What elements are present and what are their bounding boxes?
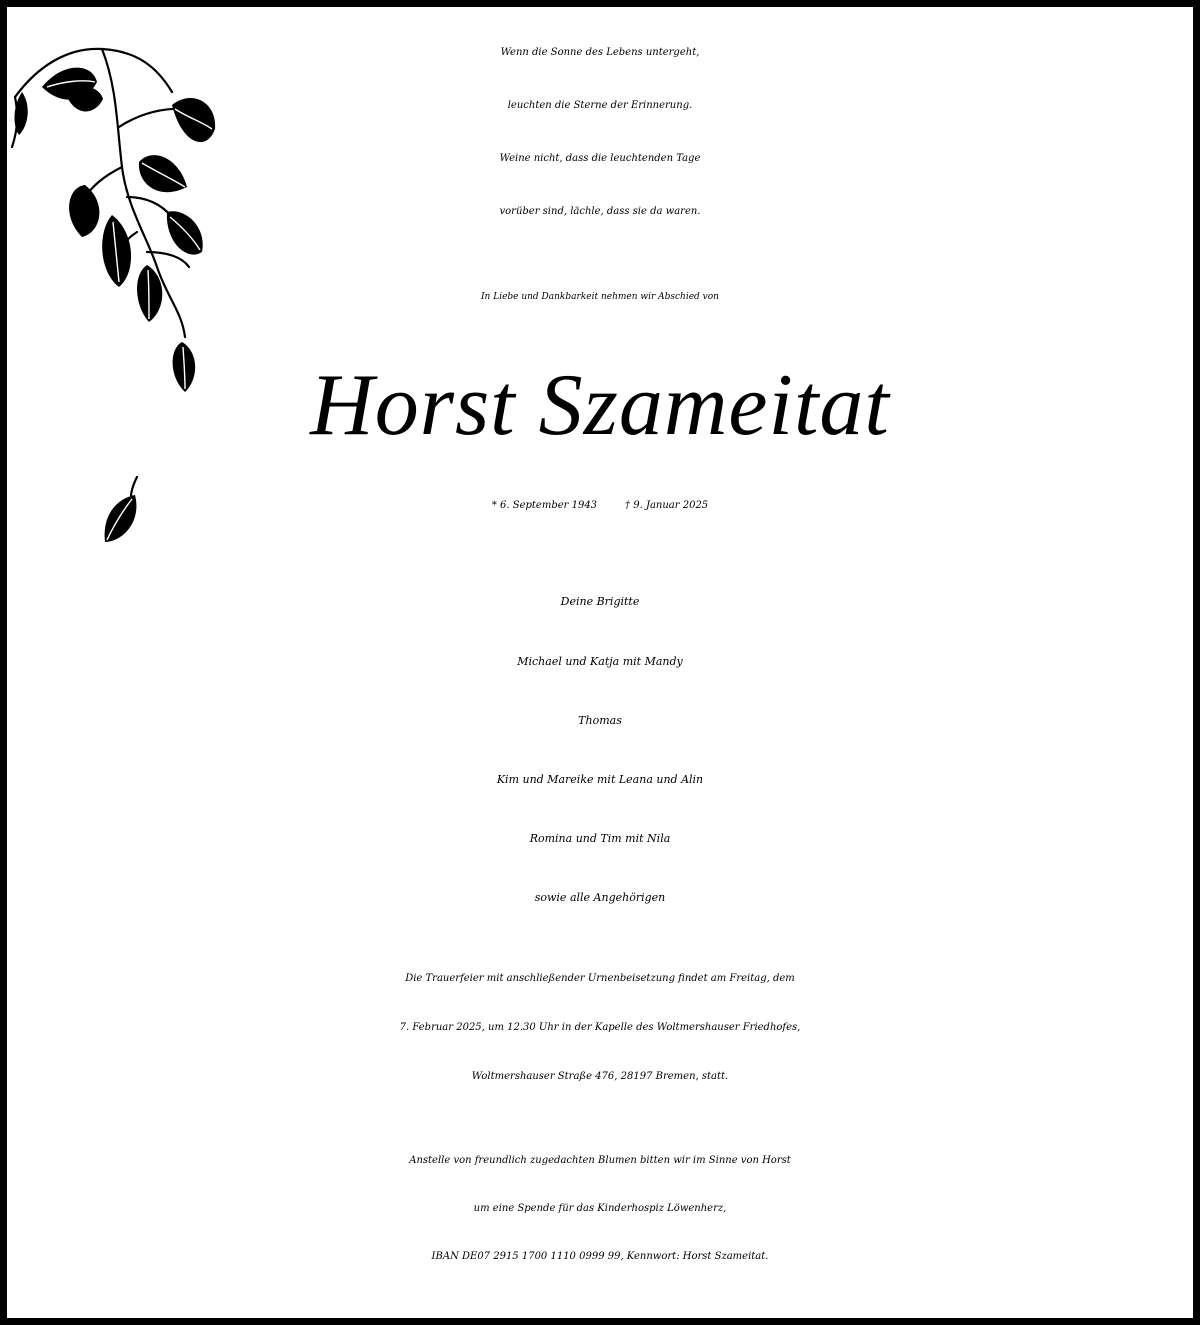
birth-date: * 6. September 1943 <box>491 500 598 511</box>
death-date: † 9. Januar 2025 <box>625 500 709 511</box>
farewell-intro: In Liebe und Dankbarkeit nehmen wir Abschied von <box>481 292 719 302</box>
poem-line: Wenn die Sonne des Lebens untergeht, <box>500 47 700 58</box>
mourner-line: Romina und Tim mit Nila <box>529 832 671 845</box>
funeral-info-line: Woltmershauser Straße 476, 28197 Bremen, statt. <box>471 1071 729 1082</box>
poem-line: leuchten die Sterne der Erinnerung. <box>507 100 693 111</box>
donation-info-line: um eine Spende für das Kinderhospiz Löwenherz, <box>473 1203 727 1214</box>
funeral-info-line: 7. Februar 2025, um 12.30 Uhr in der Kapelle des Woltmershauser Friedhofes, <box>399 1022 801 1033</box>
funeral-info-line: Die Trauerfeier mit anschließender Urnenbeisetzung findet am Freitag, dem <box>405 973 795 984</box>
donation-info-line: Anstelle von freundlich zugedachten Blumen bitten wir im Sinne von Horst <box>409 1155 791 1166</box>
mourner-line: Michael und Katja mit Mandy <box>517 655 683 668</box>
mourner-line: Kim und Mareike mit Leana und Alin <box>496 773 704 786</box>
donation-info-line: IBAN DE07 2915 1700 1110 0999 99, Kennwort: Horst Szameitat. <box>431 1251 769 1262</box>
life-dates <box>7 500 1193 511</box>
mourner-line: Deine Brigitte <box>560 595 640 608</box>
poem-line: vorüber sind, lächle, dass sie da waren. <box>499 206 701 217</box>
mourner-line: sowie alle Angehörigen <box>534 891 666 904</box>
mourner-line: Thomas <box>578 714 622 727</box>
poem-line: Weine nicht, dass die leuchtenden Tage <box>499 153 701 164</box>
deceased-name: Horst Szameitat <box>310 357 890 454</box>
